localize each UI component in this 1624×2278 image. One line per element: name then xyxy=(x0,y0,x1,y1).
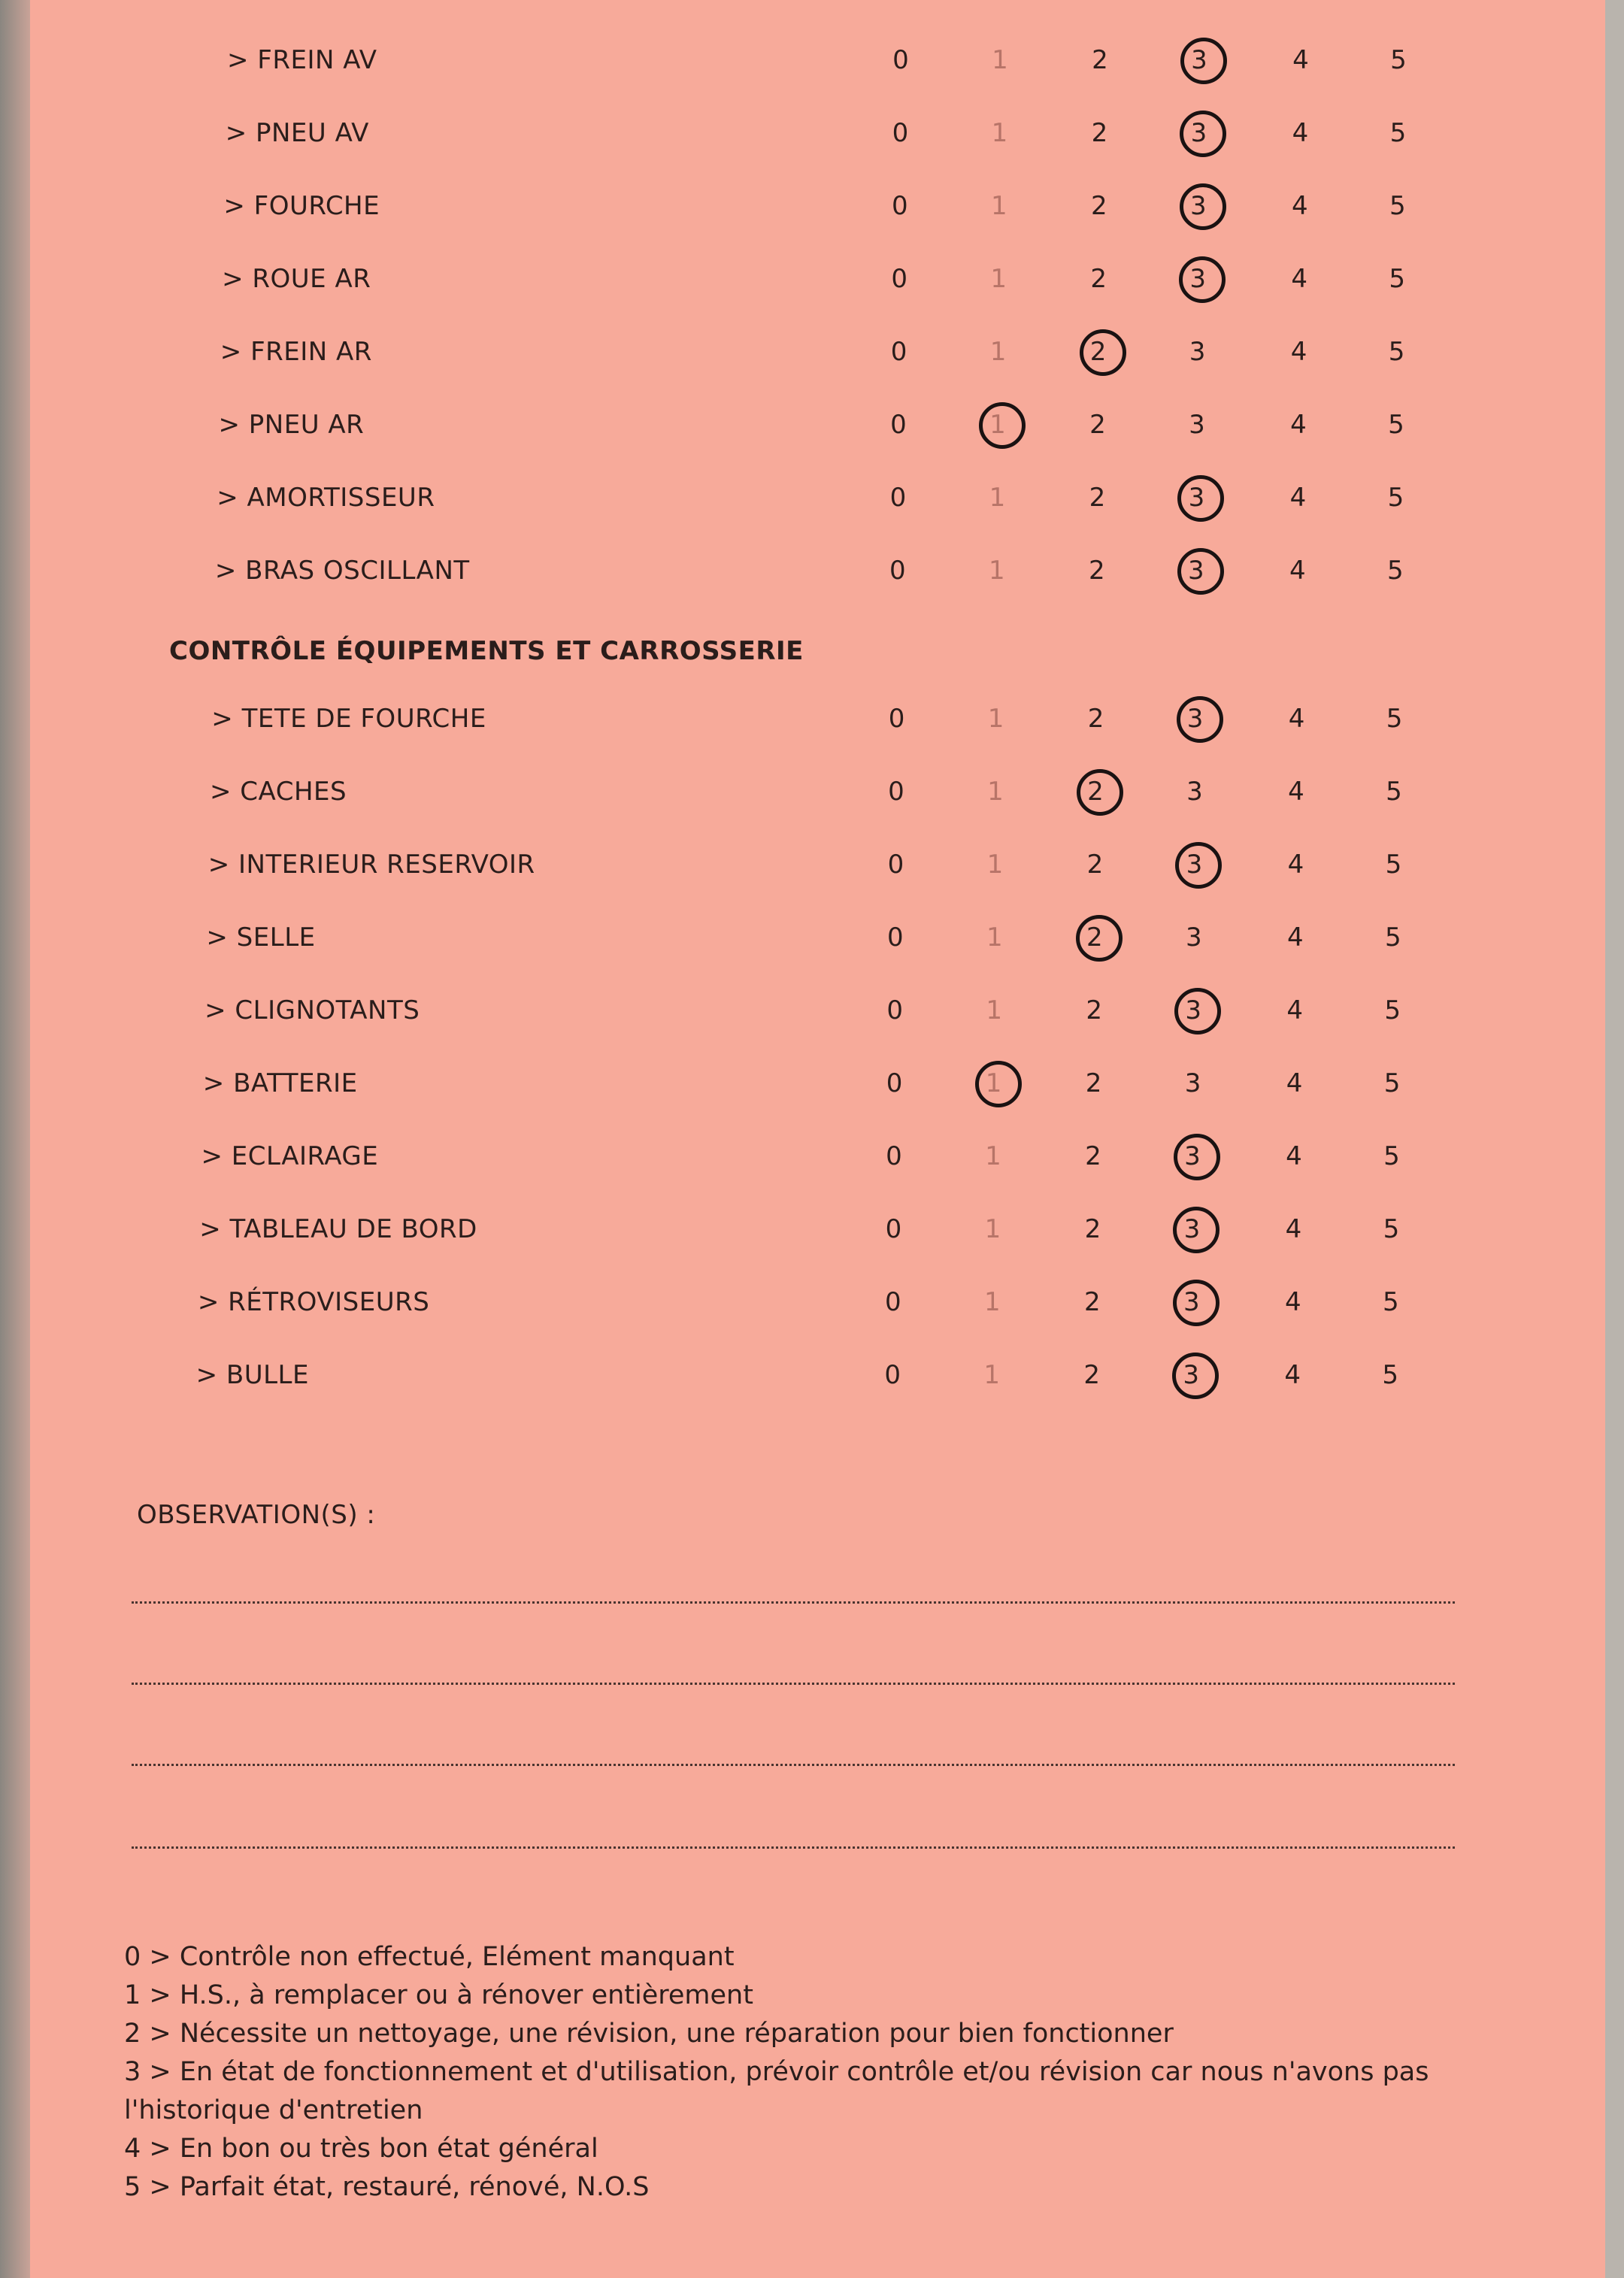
row-label: > BRAS OSCILLANT xyxy=(214,556,470,586)
score-option[interactable]: 0 xyxy=(889,483,907,513)
rating-row xyxy=(30,1272,1605,1345)
score-option[interactable]: 4 xyxy=(1286,922,1304,953)
score-option-selected[interactable]: 3 xyxy=(1169,704,1222,734)
score-option[interactable]: 5 xyxy=(1386,777,1402,807)
score-option[interactable]: 2 xyxy=(1083,1287,1101,1317)
score-option[interactable]: 4 xyxy=(1286,1068,1303,1098)
score-option[interactable]: 0 xyxy=(892,45,909,75)
rating-rows xyxy=(30,30,1605,1418)
score-option[interactable]: 4 xyxy=(1288,777,1304,807)
score-option[interactable]: 5 xyxy=(1389,191,1406,221)
score-option[interactable]: 0 xyxy=(889,556,906,586)
observation-line-3[interactable] xyxy=(132,1764,1455,1766)
score-option[interactable]: 1 xyxy=(987,704,1004,734)
score-option[interactable]: 1 xyxy=(989,483,1006,513)
score-option[interactable]: 2 xyxy=(1090,264,1107,294)
score-option[interactable]: 4 xyxy=(1291,264,1307,294)
rating-row xyxy=(30,541,1605,613)
score-option[interactable]: 4 xyxy=(1286,995,1303,1025)
legend-item: 3 > En état de fonctionnement et d'utilisation, prévoir contrôle et/ou révision car nous n'avons pas l'historique d'entretien xyxy=(124,2057,1429,2125)
row-label: > BATTERIE xyxy=(202,1068,358,1098)
row-label: > SELLE xyxy=(206,922,316,953)
score-option-selected[interactable]: 3 xyxy=(1166,1141,1219,1171)
score-option[interactable]: 3 xyxy=(1189,337,1206,367)
score-option[interactable]: 1 xyxy=(986,922,1003,953)
rating-row xyxy=(30,1053,1605,1126)
score-option[interactable]: 4 xyxy=(1288,704,1305,734)
row-label: > BULLE xyxy=(195,1360,309,1390)
equipment-rows xyxy=(30,689,1605,1418)
score-option[interactable]: 1 xyxy=(992,45,1008,75)
row-label: > FREIN AV xyxy=(227,45,377,75)
observations-label: OBSERVATION(S) : xyxy=(137,1500,376,1530)
row-label: > INTERIEUR RESERVOIR xyxy=(208,850,535,880)
score-option-selected[interactable]: 3 xyxy=(1168,850,1220,880)
row-label: > PNEU AR xyxy=(218,410,365,440)
legend-item: 4 > En bon ou très bon état général xyxy=(124,2134,598,2164)
score-option[interactable]: 0 xyxy=(890,337,907,367)
row-label: > ROUE AR xyxy=(222,264,371,294)
score-option-selected[interactable]: 3 xyxy=(1173,45,1226,75)
score-option[interactable]: 2 xyxy=(1086,995,1102,1025)
score-option[interactable]: 0 xyxy=(886,1068,903,1098)
legend-item: 5 > Parfait état, restauré, rénové, N.O.S xyxy=(124,2172,650,2202)
score-option[interactable]: 5 xyxy=(1386,704,1403,734)
score-option[interactable]: 1 xyxy=(990,264,1007,294)
rating-row xyxy=(30,176,1605,249)
score-option[interactable]: 0 xyxy=(886,995,903,1025)
score-option[interactable]: 4 xyxy=(1292,45,1309,75)
score-option[interactable]: 2 xyxy=(1086,850,1104,880)
score-option[interactable]: 3 xyxy=(1189,410,1205,440)
observation-line-4[interactable] xyxy=(132,1846,1455,1849)
rating-row xyxy=(30,468,1605,541)
score-option[interactable]: 0 xyxy=(892,118,909,148)
score-option[interactable]: 0 xyxy=(884,1287,901,1317)
score-option[interactable]: 1 xyxy=(989,337,1007,367)
score-option[interactable]: 4 xyxy=(1290,337,1307,367)
score-option-selected[interactable]: 3 xyxy=(1172,118,1225,148)
row-label: > CLIGNOTANTS xyxy=(205,995,420,1025)
score-option[interactable]: 1 xyxy=(987,777,1004,807)
score-option[interactable]: 5 xyxy=(1383,1141,1400,1171)
score-option[interactable]: 0 xyxy=(887,850,904,880)
score-option[interactable]: 2 xyxy=(1089,410,1106,440)
score-option[interactable]: 5 xyxy=(1383,1068,1401,1098)
row-label: > FREIN AR xyxy=(220,337,372,367)
score-option[interactable]: 2 xyxy=(1084,1214,1101,1244)
inspection-sheet xyxy=(30,0,1605,2278)
score-option-selected[interactable]: 3 xyxy=(1172,191,1225,221)
row-label: > ECLAIRAGE xyxy=(201,1141,379,1171)
rating-row xyxy=(30,322,1605,395)
row-label: > TABLEAU DE BORD xyxy=(199,1214,477,1244)
score-option-selected[interactable]: 1 xyxy=(968,1068,1020,1098)
score-option[interactable]: 2 xyxy=(1089,483,1106,513)
score-option[interactable]: 1 xyxy=(986,850,1004,880)
score-option[interactable]: 1 xyxy=(984,1214,1001,1244)
score-option-selected[interactable]: 2 xyxy=(1068,922,1121,953)
score-option-selected[interactable]: 2 xyxy=(1069,777,1122,807)
score-option[interactable]: 2 xyxy=(1091,118,1108,148)
row-label: > FOURCHE xyxy=(223,191,380,221)
row-label: > AMORTISSEUR xyxy=(217,483,435,513)
score-option[interactable]: 4 xyxy=(1286,1141,1302,1171)
score-option[interactable]: 3 xyxy=(1186,777,1203,807)
score-option[interactable]: 0 xyxy=(888,704,905,734)
score-option[interactable]: 4 xyxy=(1287,850,1304,880)
score-option-selected[interactable]: 2 xyxy=(1072,337,1125,367)
score-option[interactable]: 0 xyxy=(884,1360,901,1390)
score-option[interactable]: 0 xyxy=(891,191,908,221)
score-option-selected[interactable]: 3 xyxy=(1165,1214,1218,1244)
score-option[interactable]: 4 xyxy=(1289,556,1306,586)
row-label: > CACHES xyxy=(210,777,347,807)
score-option[interactable]: 1 xyxy=(991,118,1008,148)
score-option[interactable]: 5 xyxy=(1382,1360,1398,1390)
score-option[interactable]: 0 xyxy=(886,1141,902,1171)
score-option[interactable]: 2 xyxy=(1090,191,1107,221)
score-option[interactable]: 0 xyxy=(886,922,904,953)
score-option[interactable]: 5 xyxy=(1388,410,1404,440)
score-option[interactable]: 1 xyxy=(990,191,1007,221)
score-option[interactable]: 5 xyxy=(1384,995,1401,1025)
score-option[interactable]: 5 xyxy=(1389,118,1407,148)
rating-row xyxy=(30,1345,1605,1418)
score-option[interactable]: 4 xyxy=(1292,118,1309,148)
score-option[interactable]: 5 xyxy=(1386,556,1404,586)
score-option[interactable]: 0 xyxy=(885,1214,902,1244)
observation-line-1[interactable] xyxy=(132,1601,1455,1604)
score-option[interactable]: 1 xyxy=(983,1287,1001,1317)
score-option[interactable]: 5 xyxy=(1383,1214,1400,1244)
rating-row xyxy=(30,980,1605,1053)
rating-legend xyxy=(124,1938,1492,2207)
score-option[interactable]: 2 xyxy=(1087,704,1104,734)
rating-row xyxy=(30,907,1605,980)
score-option[interactable]: 4 xyxy=(1285,1214,1302,1244)
row-label: > TETE DE FOURCHE xyxy=(211,704,486,734)
score-option[interactable]: 1 xyxy=(983,1360,1000,1390)
rating-row xyxy=(30,1126,1605,1199)
score-option[interactable]: 1 xyxy=(986,995,1002,1025)
score-option[interactable]: 1 xyxy=(985,1141,1001,1171)
score-option[interactable]: 0 xyxy=(890,410,907,440)
rating-row xyxy=(30,762,1605,835)
observation-line-2[interactable] xyxy=(132,1683,1455,1685)
legend-item: 0 > Contrôle non effectué, Elément manquant xyxy=(124,1942,735,1972)
score-option[interactable]: 4 xyxy=(1284,1287,1301,1317)
score-option[interactable]: 5 xyxy=(1384,922,1401,953)
score-option[interactable]: 1 xyxy=(988,556,1005,586)
score-option[interactable]: 2 xyxy=(1085,1068,1102,1098)
score-option[interactable]: 0 xyxy=(891,264,907,294)
score-option[interactable]: 5 xyxy=(1390,45,1407,75)
score-option[interactable]: 3 xyxy=(1185,922,1202,953)
score-option[interactable]: 5 xyxy=(1387,483,1404,513)
score-option[interactable]: 2 xyxy=(1085,1141,1101,1171)
rating-row xyxy=(30,249,1605,322)
score-option-selected[interactable]: 3 xyxy=(1171,264,1224,294)
page-edge-shadow xyxy=(0,0,30,2278)
score-option-selected[interactable]: 3 xyxy=(1165,1360,1217,1390)
score-option-selected[interactable]: 1 xyxy=(971,410,1024,440)
score-option[interactable]: 5 xyxy=(1388,337,1405,367)
score-option-selected[interactable]: 3 xyxy=(1170,556,1223,586)
score-option[interactable]: 0 xyxy=(888,777,904,807)
legend-item: 2 > Nécessite un nettoyage, une révision, une réparation pour bien fonctionner xyxy=(124,2019,1174,2049)
score-option[interactable]: 5 xyxy=(1389,264,1405,294)
score-option-selected[interactable]: 3 xyxy=(1165,1287,1218,1317)
score-option[interactable]: 2 xyxy=(1088,556,1105,586)
score-option[interactable]: 5 xyxy=(1385,850,1402,880)
score-option[interactable]: 2 xyxy=(1083,1360,1100,1390)
score-option-selected[interactable]: 3 xyxy=(1170,483,1223,513)
rating-row xyxy=(30,835,1605,907)
score-option[interactable]: 4 xyxy=(1290,410,1307,440)
score-option[interactable]: 4 xyxy=(1289,483,1307,513)
row-label: > RÉTROVISEURS xyxy=(197,1287,430,1317)
score-option[interactable]: 5 xyxy=(1382,1287,1399,1317)
score-option[interactable]: 3 xyxy=(1184,1068,1201,1098)
rating-row xyxy=(30,30,1605,103)
mechanics-rows xyxy=(30,30,1605,613)
rating-row xyxy=(30,689,1605,762)
score-option[interactable]: 2 xyxy=(1092,45,1108,75)
score-option[interactable]: 4 xyxy=(1284,1360,1301,1390)
section-heading-text: CONTRÔLE ÉQUIPEMENTS ET CARROSSERIE xyxy=(169,636,804,666)
rating-row xyxy=(30,103,1605,176)
section-heading xyxy=(30,613,1605,689)
score-option[interactable]: 4 xyxy=(1291,191,1308,221)
legend-item: 1 > H.S., à remplacer ou à rénover entièrement xyxy=(124,1980,753,2010)
rating-row xyxy=(30,395,1605,468)
score-option-selected[interactable]: 3 xyxy=(1167,995,1220,1025)
rating-row xyxy=(30,1199,1605,1272)
row-label: > PNEU AV xyxy=(225,118,369,148)
